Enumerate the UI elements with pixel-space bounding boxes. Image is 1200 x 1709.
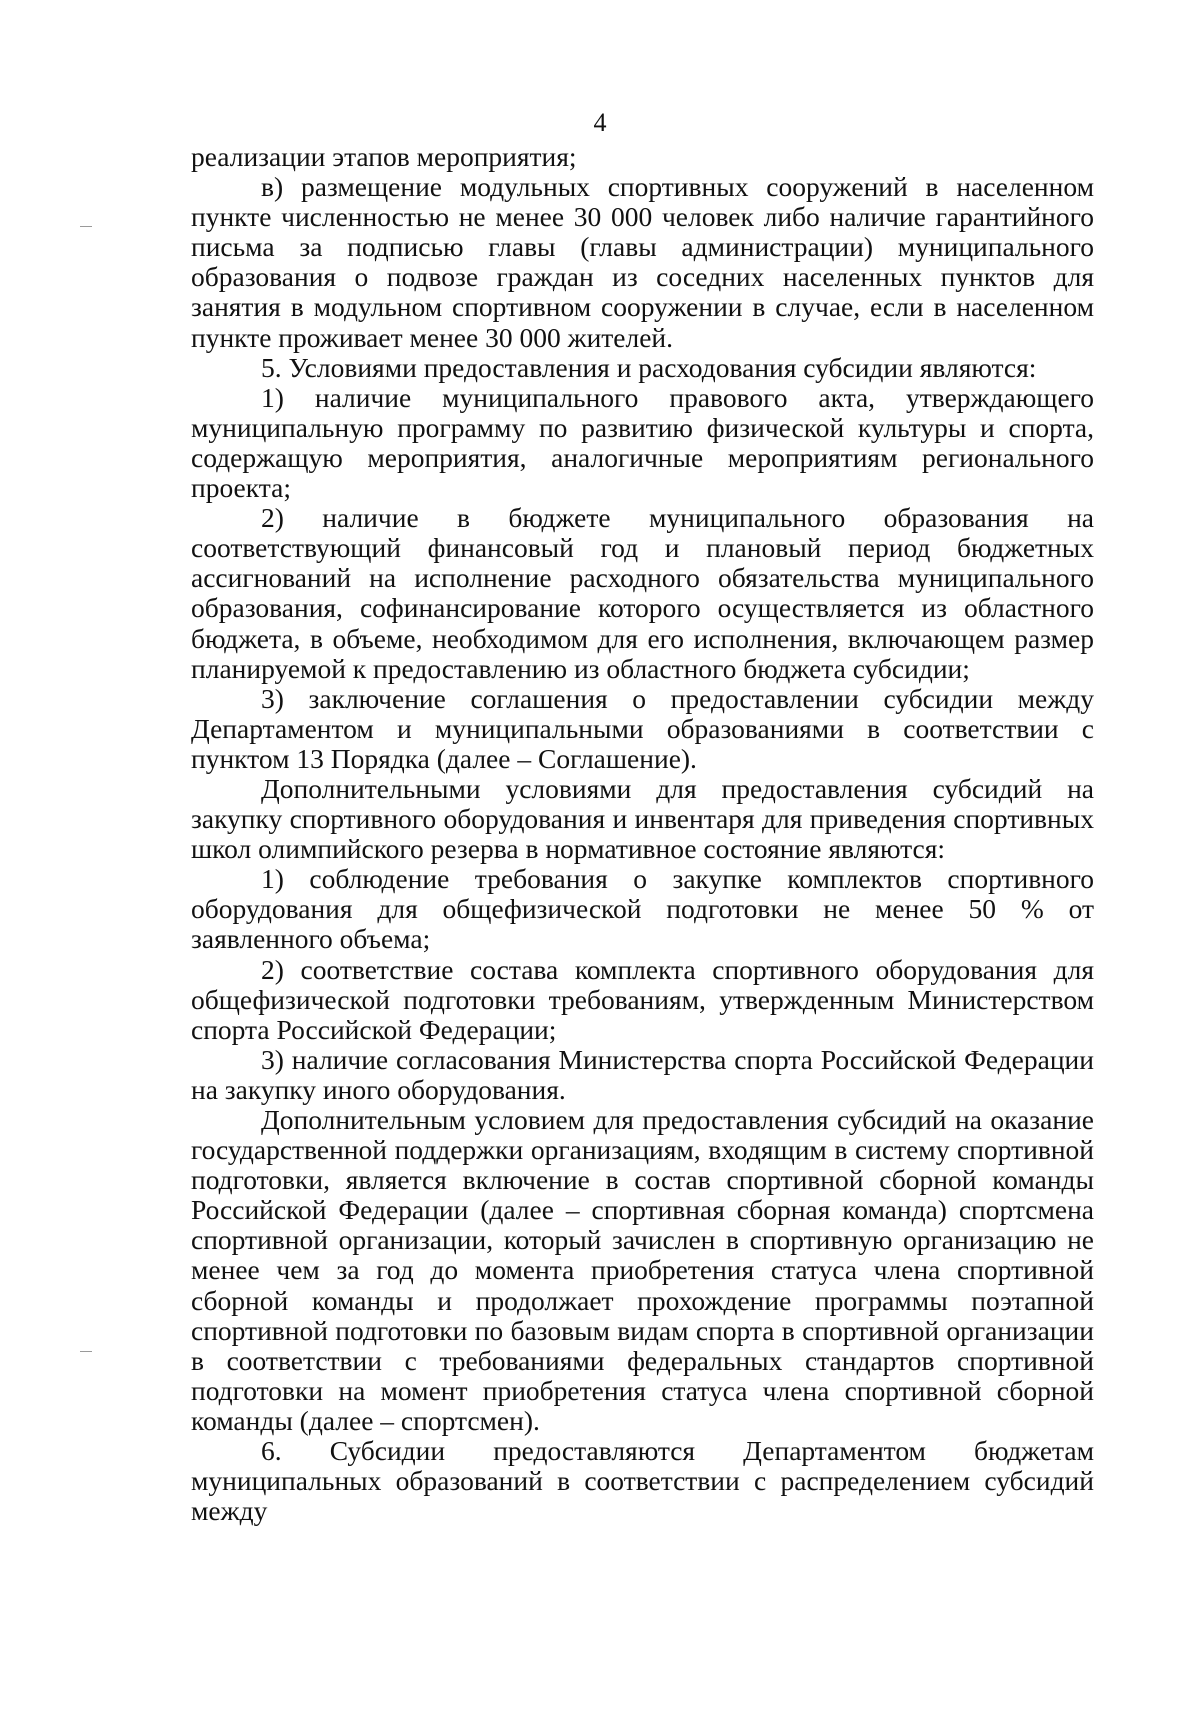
paragraph-equipment-1: 1) соблюдение требования о закупке комплектов спортивного оборудования для общефизической подготовки не менее 50 % от заявленного объема; (191, 863, 1094, 955)
paragraph-equipment-3: 3) наличие согласования Министерства спорта Российской Федерации на закупку иного оборудования. (191, 1043, 1094, 1105)
paragraph: реализации этапов мероприятия; (191, 141, 577, 172)
paragraph-condition-1: 1) наличие муниципального правового акта, утверждающего муниципальную программу по развитию физической культуры и спорта, содержащую мероприятия, аналогичные мероприятиям регионального проекта; (191, 381, 1094, 504)
paragraph-condition-3: 3) заключение соглашения о предоставлении субсидии между Департаментом и муниципальными образованиями в соответствии с пунктом 13 Порядка (далее – Соглашение). (191, 682, 1094, 774)
scan-margin-mark (80, 226, 92, 227)
scan-margin-mark (80, 1351, 92, 1352)
paragraph-additional-equipment: Дополнительными условиями для предоставления субсидий на закупку спортивного оборудования и инвентаря для приведения спортивных школ олимпийского резерва в нормативное состояние являются: (191, 772, 1094, 865)
page-number: 4 (593, 108, 607, 137)
paragraph-additional-support: Дополнительным условием для предоставления субсидий на оказание государственной поддержки организациям, входящим в систему спортивной подготовки, является включение в состав спортивной сборной команды Российской Федерации (далее – спортивная сборная команда) спортсмена спортивной организации, который зачислен в спортивную организацию не менее чем за год до момента приобретения статуса члена спортивной сборной команды и продолжает прохождение программы поэтапной спортивной подготовки по базовым видам спорта в спортивной организации в соответствии с требованиями федеральных стандартов спортивной подготовки на момент приобретения статуса члена спортивной сборной команды (далее – спортсмен). (191, 1104, 1094, 1436)
paragraph-equipment-2: 2) соответствие состава комплекта спортивного оборудования для общефизической подготовки требованиям, утвержденным Министерством спорта Российской Федерации; (191, 953, 1094, 1045)
paragraph-section-5: 5. Условиями предоставления и расходования субсидии являются: (261, 351, 1037, 383)
paragraph-condition-2: 2) наличие в бюджете муниципального образования на соответствующий финансовый год и плановый период бюджетных ассигнований на исполнение расходного обязательства муниципального образования, софинансирование которого осуществляется из областного бюджета, в объеме, необходимом для его исполнения, включающем размер планируемой к предоставлению из областного бюджета субсидии; (191, 502, 1094, 684)
document-body (191, 142, 1094, 1526)
paragraph-item-v: в) размещение модульных спортивных сооружений в населенном пункте численностью не менее 30 000 человек либо наличие гарантийного письма за подписью главы (главы администрации) муниципального образования о подвозе граждан из соседних населенных пунктов для занятия в модульном спортивном сооружении в случае, если в населенном пункте проживает менее 30 000 жителей. (191, 171, 1094, 353)
paragraph-section-6: 6. Субсидии предоставляются Департаментом бюджетам муниципальных образований в соответствии с распределением субсидий между (191, 1435, 1094, 1527)
